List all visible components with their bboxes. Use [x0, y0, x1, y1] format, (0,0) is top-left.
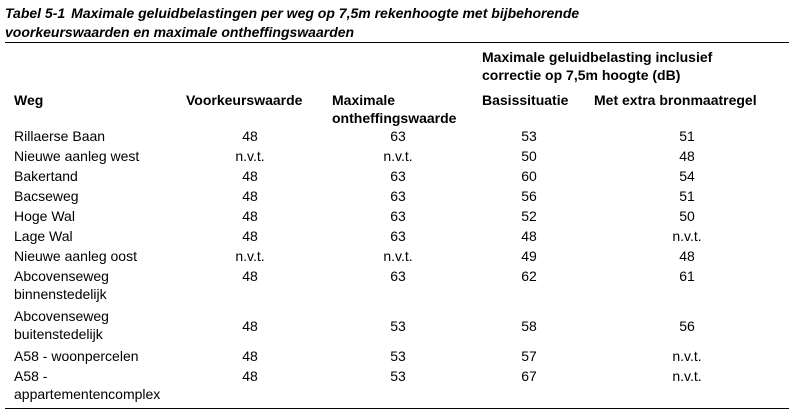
caption-title-1: Maximale geluidbelastingen per weg op 7,5m rekenhoogte met bijbehorende — [71, 5, 580, 21]
cell-voorkeurswaarde: 48 — [242, 128, 258, 144]
cell-maximale-ontheffingswaarde: 53 — [390, 348, 406, 364]
cell-extra-bronmaatregel: 61 — [679, 268, 695, 284]
cell-voorkeurswaarde: 48 — [242, 228, 258, 244]
cell-weg-line: Abcovenseweg — [14, 268, 109, 284]
cell-weg — [14, 247, 184, 265]
cell-basissituatie: 58 — [521, 318, 537, 334]
caption-line-2: voorkeurswaarden en maximale ontheffingswaarden — [5, 24, 355, 40]
column-header-voorkeurswaarde: Voorkeurswaarde — [186, 92, 303, 108]
cell-weg-line: Bakertand — [14, 168, 78, 184]
cell-voorkeurswaarde: n.v.t. — [235, 148, 265, 164]
cell-weg-line: Nieuwe aanleg oost — [14, 248, 137, 264]
column-header-maximale-ontheffingswaarde — [332, 91, 472, 127]
caption-line-1 — [5, 4, 785, 23]
cell-extra-bronmaatregel: n.v.t. — [672, 228, 702, 244]
cell-maximale-ontheffingswaarde: 53 — [390, 368, 406, 384]
cell-voorkeurswaarde: 48 — [242, 368, 258, 384]
cell-weg-line: Hoge Wal — [14, 208, 75, 224]
cell-extra-bronmaatregel: 51 — [679, 188, 695, 204]
cell-basissituatie: 57 — [521, 348, 537, 364]
cell-weg — [14, 187, 184, 205]
cell-weg — [14, 147, 184, 165]
cell-maximale-ontheffingswaarde: 63 — [390, 168, 406, 184]
cell-extra-bronmaatregel: 48 — [679, 248, 695, 264]
cell-weg — [14, 127, 184, 145]
cell-voorkeurswaarde: 48 — [242, 348, 258, 364]
cell-maximale-ontheffingswaarde: 63 — [390, 208, 406, 224]
table-caption — [5, 4, 785, 42]
column-header-weg: Weg — [14, 92, 44, 108]
cell-weg-line: Abcovenseweg — [14, 308, 109, 324]
cell-basissituatie: 56 — [521, 188, 537, 204]
cell-weg — [14, 227, 184, 245]
cell-maximale-ontheffingswaarde: 63 — [390, 268, 406, 284]
cell-basissituatie: 60 — [521, 168, 537, 184]
cell-extra-bronmaatregel: 51 — [679, 128, 695, 144]
cell-extra-bronmaatregel: 56 — [679, 318, 695, 334]
cell-basissituatie: 49 — [521, 248, 537, 264]
group-header-line-2: correctie op 7,5m hoogte (dB) — [482, 67, 681, 83]
cell-extra-bronmaatregel: n.v.t. — [672, 368, 702, 384]
cell-weg-line: Nieuwe aanleg west — [14, 148, 140, 164]
cell-weg — [14, 307, 184, 343]
cell-basissituatie: 67 — [521, 368, 537, 384]
cell-weg — [14, 207, 184, 225]
cell-basissituatie: 53 — [521, 128, 537, 144]
cell-basissituatie: 62 — [521, 268, 537, 284]
cell-weg — [14, 347, 184, 365]
cell-basissituatie: 48 — [521, 228, 537, 244]
cell-weg-line: A58 - woonpercelen — [14, 348, 139, 364]
cell-voorkeurswaarde: 48 — [242, 318, 258, 334]
cell-voorkeurswaarde: 48 — [242, 208, 258, 224]
cell-weg-line: Rillaerse Baan — [14, 128, 106, 144]
cell-voorkeurswaarde: 48 — [242, 268, 258, 284]
cell-maximale-ontheffingswaarde: 53 — [390, 318, 406, 334]
cell-basissituatie: 50 — [521, 148, 537, 164]
cell-weg-line: binnenstedelijk — [14, 286, 107, 302]
cell-weg-line: Bacseweg — [14, 188, 79, 204]
table-top-rule — [5, 42, 789, 43]
column-header-extra-bronmaatregel: Met extra bronmaatregel — [594, 92, 757, 108]
cell-weg-line: appartementencomplex — [14, 386, 161, 402]
column-header-maximale-line-2: ontheffingswaarde — [332, 110, 457, 126]
column-header-basissituatie: Basissituatie — [482, 92, 569, 108]
cell-maximale-ontheffingswaarde: 63 — [390, 228, 406, 244]
cell-weg — [14, 167, 184, 185]
cell-weg-line: buitenstedelijk — [14, 326, 103, 342]
cell-weg-line: Lage Wal — [14, 228, 73, 244]
table-bottom-rule — [5, 408, 789, 409]
group-header-line-1: Maximale geluidbelasting inclusief — [482, 49, 713, 65]
cell-extra-bronmaatregel: 54 — [679, 168, 695, 184]
cell-maximale-ontheffingswaarde: n.v.t. — [383, 148, 413, 164]
group-header — [482, 48, 782, 84]
cell-voorkeurswaarde: n.v.t. — [235, 248, 265, 264]
cell-maximale-ontheffingswaarde: 63 — [390, 188, 406, 204]
cell-voorkeurswaarde: 48 — [242, 168, 258, 184]
cell-voorkeurswaarde: 48 — [242, 188, 258, 204]
cell-weg-line: A58 - — [14, 368, 48, 384]
column-header-maximale-line-1: Maximale — [332, 92, 396, 108]
cell-extra-bronmaatregel: n.v.t. — [672, 348, 702, 364]
cell-extra-bronmaatregel: 48 — [679, 148, 695, 164]
cell-basissituatie: 52 — [521, 208, 537, 224]
cell-weg — [14, 367, 184, 403]
cell-maximale-ontheffingswaarde: n.v.t. — [383, 248, 413, 264]
caption-number: Tabel 5-1 — [5, 5, 66, 21]
cell-weg — [14, 267, 184, 303]
cell-maximale-ontheffingswaarde: 63 — [390, 128, 406, 144]
cell-extra-bronmaatregel: 50 — [679, 208, 695, 224]
